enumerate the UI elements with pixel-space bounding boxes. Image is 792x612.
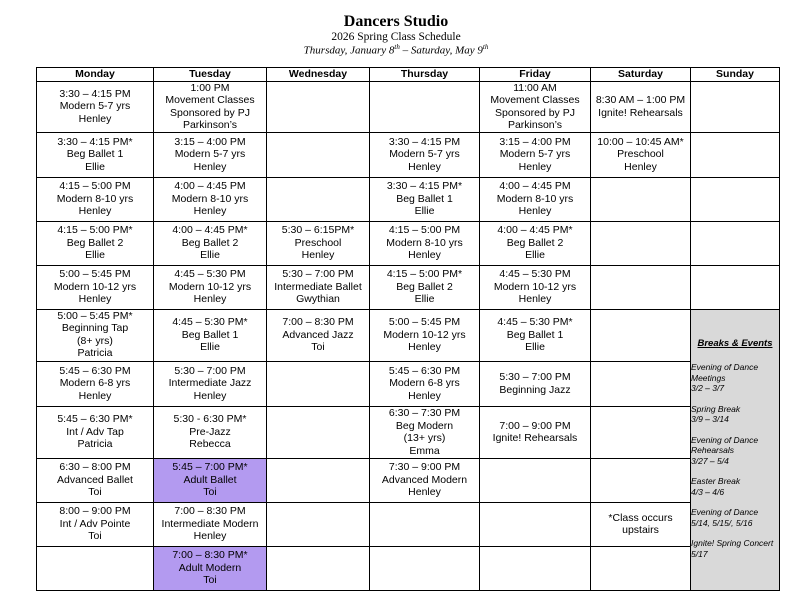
class-cell bbox=[591, 81, 691, 132]
class-cell bbox=[480, 361, 591, 406]
break-event-item bbox=[691, 404, 779, 425]
event-dates: 4/3 – 4/6 bbox=[691, 486, 725, 497]
class-line: 11:00 AM bbox=[513, 81, 557, 94]
class-cell bbox=[480, 406, 591, 458]
class-line: 7:30 – 9:00 PM bbox=[388, 461, 461, 474]
class-line: 5:30 – 6:15PM* bbox=[281, 224, 355, 237]
class-cell bbox=[37, 546, 154, 590]
class-line: Henley bbox=[518, 293, 552, 306]
class-cell bbox=[591, 265, 691, 309]
class-cell bbox=[370, 309, 480, 361]
class-line: 5:30 – 7:00 PM bbox=[499, 371, 571, 383]
day-header-wednesday: Wednesday bbox=[267, 68, 370, 82]
class-cell bbox=[370, 502, 480, 546]
class-line: Modern 6-8 yrs bbox=[59, 377, 131, 390]
class-line: Beg Ballet 2 bbox=[181, 236, 239, 249]
class-line: Modern 5-7 yrs bbox=[59, 100, 131, 113]
table-row bbox=[37, 546, 780, 590]
class-cell bbox=[370, 265, 480, 309]
class-cell bbox=[370, 177, 480, 221]
class-line: Beginning Tap bbox=[61, 322, 129, 334]
class-line: Toi bbox=[311, 341, 325, 354]
class-line: Henley bbox=[193, 160, 227, 173]
class-cell bbox=[37, 502, 154, 546]
event-name: Ignite! Spring Concert bbox=[691, 538, 774, 548]
class-cell bbox=[370, 81, 480, 132]
class-line: 4:45 – 5:30 PM* bbox=[497, 316, 573, 329]
class-line: 5:00 – 5:45 PM bbox=[388, 316, 461, 329]
table-row bbox=[37, 177, 780, 221]
class-cell bbox=[37, 361, 154, 406]
class-line: 4:45 – 5:30 PM bbox=[499, 268, 571, 281]
class-cell bbox=[37, 132, 154, 177]
class-line: *Class occurs bbox=[608, 511, 673, 524]
class-cell bbox=[37, 81, 154, 132]
class-line: Advanced Ballet bbox=[57, 473, 133, 486]
event-dates: 3/27 – 5/4 bbox=[691, 455, 729, 466]
class-line: Ellie bbox=[200, 249, 220, 262]
day-header-monday: Monday bbox=[37, 68, 154, 82]
class-line: 7:00 – 8:30 PM bbox=[282, 316, 354, 329]
class-line: Ignite! Rehearsals bbox=[492, 432, 578, 444]
day-header-tuesday: Tuesday bbox=[154, 68, 267, 82]
class-line: Henley bbox=[624, 160, 657, 173]
class-line: 6:30 – 8:00 PM bbox=[59, 461, 131, 474]
day-header-thursday: Thursday bbox=[370, 68, 480, 82]
class-line: 5:30 – 7:00 PM bbox=[282, 268, 354, 281]
event-name: Easter Break bbox=[691, 476, 741, 486]
class-cell bbox=[267, 458, 370, 502]
class-cell bbox=[370, 361, 480, 406]
class-line: 7:00 – 8:30 PM* bbox=[172, 549, 248, 562]
class-cell bbox=[480, 502, 591, 546]
class-line: Modern 5-7 yrs bbox=[174, 148, 246, 161]
class-line: 4:45 – 5:30 PM* bbox=[172, 316, 248, 329]
class-line: Int / Adv Tap bbox=[66, 425, 124, 438]
class-cell bbox=[370, 458, 480, 502]
break-event-item bbox=[691, 362, 779, 394]
class-line: Ellie bbox=[525, 249, 545, 262]
class-line: Henley bbox=[301, 249, 335, 262]
class-line: Modern 8-10 yrs bbox=[56, 192, 134, 205]
class-line: Toi bbox=[203, 574, 217, 587]
class-line: Beg Ballet 1 bbox=[181, 328, 239, 341]
class-cell bbox=[37, 458, 154, 502]
break-event-item bbox=[691, 538, 779, 559]
day-header-sunday: Sunday bbox=[691, 68, 780, 82]
class-cell bbox=[154, 546, 267, 590]
date-separator: – bbox=[399, 44, 411, 57]
class-cell bbox=[154, 406, 267, 458]
class-line: 3:15 – 4:00 PM bbox=[499, 135, 571, 148]
class-cell bbox=[691, 221, 780, 265]
class-line: 5:45 – 6:30 PM bbox=[59, 364, 131, 377]
breaks-events-title: Breaks & Events bbox=[697, 337, 773, 349]
class-line: Henley bbox=[193, 530, 227, 543]
class-cell bbox=[691, 132, 780, 177]
table-row bbox=[37, 265, 780, 309]
class-cell bbox=[37, 406, 154, 458]
class-line: Movement Classes bbox=[165, 94, 255, 106]
class-cell bbox=[37, 221, 154, 265]
class-cell bbox=[591, 309, 691, 361]
class-cell bbox=[267, 221, 370, 265]
class-cell bbox=[591, 406, 691, 458]
class-cell bbox=[591, 221, 691, 265]
start-date-suffix: th bbox=[394, 43, 400, 51]
class-cell bbox=[37, 265, 154, 309]
class-line: 4:00 – 4:45 PM bbox=[499, 180, 571, 193]
event-name: Evening of Dance Meetings bbox=[691, 362, 759, 383]
class-line: 3:30 – 4:15 PM bbox=[59, 87, 131, 100]
class-line: Henley bbox=[78, 112, 112, 125]
class-line: Ellie bbox=[525, 341, 545, 354]
class-cell bbox=[591, 177, 691, 221]
class-line: Beg Ballet 1 bbox=[66, 148, 124, 161]
table-row bbox=[37, 458, 780, 502]
class-line: Patricia bbox=[77, 438, 113, 451]
class-line: Beg Ballet 1 bbox=[506, 328, 564, 341]
event-name: Evening of Dance Rehearsals bbox=[691, 434, 759, 455]
class-cell bbox=[480, 221, 591, 265]
class-line: 8:00 – 9:00 PM bbox=[59, 505, 131, 518]
class-cell bbox=[267, 265, 370, 309]
table-row bbox=[37, 132, 780, 177]
table-row bbox=[37, 361, 780, 406]
breaks-events-panel bbox=[691, 309, 780, 590]
class-line: Toi bbox=[203, 486, 217, 499]
class-line: Modern 8-10 yrs bbox=[171, 192, 249, 205]
class-line: 3:30 – 4:15 PM* bbox=[386, 180, 463, 193]
class-line: Ellie bbox=[200, 341, 220, 354]
schedule-table bbox=[36, 67, 780, 591]
class-line: 7:00 – 9:00 PM bbox=[499, 419, 571, 432]
class-cell bbox=[691, 177, 780, 221]
class-cell bbox=[154, 309, 267, 361]
end-date-suffix: th bbox=[482, 43, 489, 51]
class-line: upstairs bbox=[622, 524, 659, 536]
class-line: 10:00 – 10:45 AM* bbox=[597, 135, 684, 148]
table-row bbox=[37, 81, 780, 132]
class-cell bbox=[267, 406, 370, 458]
class-line: Pre-Jazz bbox=[189, 425, 231, 438]
class-line: Parkinson’s bbox=[507, 119, 563, 131]
class-line: Ellie bbox=[85, 160, 105, 173]
class-cell bbox=[591, 132, 691, 177]
class-line: 4:15 – 5:00 PM bbox=[59, 180, 131, 193]
class-line: (8+ yrs) bbox=[77, 334, 113, 347]
class-line: 4:00 – 4:45 PM bbox=[174, 180, 246, 193]
end-date: Saturday, May 9 bbox=[410, 44, 483, 57]
class-line: Henley bbox=[193, 293, 227, 306]
class-line: Henley bbox=[408, 160, 441, 173]
class-line: 5:45 – 7:00 PM* bbox=[172, 461, 248, 474]
event-name: Spring Break bbox=[691, 403, 741, 414]
class-line: 5:00 – 5:45 PM bbox=[59, 268, 131, 281]
class-cell bbox=[267, 177, 370, 221]
class-line: Modern 10-12 yrs bbox=[493, 280, 577, 293]
class-line: Modern 10-12 yrs bbox=[383, 328, 466, 341]
class-cell bbox=[370, 132, 480, 177]
class-cell bbox=[591, 361, 691, 406]
class-line: 4:15 – 5:00 PM* bbox=[386, 268, 463, 281]
class-line: Henley bbox=[193, 205, 227, 218]
class-cell bbox=[267, 81, 370, 132]
class-cell bbox=[154, 177, 267, 221]
table-row bbox=[37, 221, 780, 265]
class-line: Modern 10-12 yrs bbox=[168, 280, 252, 293]
class-line: Toi bbox=[88, 486, 102, 499]
class-line: Preschool bbox=[294, 236, 342, 249]
class-cell bbox=[154, 132, 267, 177]
class-cell bbox=[37, 177, 154, 221]
class-cell bbox=[480, 265, 591, 309]
class-line: 3:30 – 4:15 PM* bbox=[57, 135, 133, 148]
class-line: Modern 6-8 yrs bbox=[389, 377, 460, 390]
class-line: Intermediate Ballet bbox=[274, 280, 362, 293]
class-cell bbox=[154, 221, 267, 265]
class-cell bbox=[591, 458, 691, 502]
class-cell bbox=[154, 458, 267, 502]
start-date: Thursday, January 8 bbox=[303, 44, 395, 57]
event-name: Evening of Dance bbox=[691, 507, 759, 517]
class-line: Rebecca bbox=[189, 438, 231, 451]
class-line: 5:30 - 6:30 PM* bbox=[173, 413, 247, 426]
break-event-item bbox=[691, 507, 779, 528]
class-cell bbox=[267, 546, 370, 590]
class-line: Beg Ballet 1 bbox=[396, 192, 453, 205]
class-cell bbox=[154, 502, 267, 546]
class-cell bbox=[154, 265, 267, 309]
class-line: Ellie bbox=[414, 293, 435, 306]
class-line: Gwythian bbox=[296, 293, 340, 306]
class-cell bbox=[480, 81, 591, 132]
class-line: 7:00 – 8:30 PM bbox=[174, 505, 246, 518]
class-line: 4:00 – 4:45 PM* bbox=[172, 224, 248, 237]
class-line: 3:30 – 4:15 PM bbox=[388, 135, 461, 148]
event-dates: 3/2 – 3/7 bbox=[691, 383, 725, 393]
class-line: 5:45 – 6:30 PM* bbox=[57, 413, 133, 426]
class-line: 4:15 – 5:00 PM* bbox=[57, 224, 133, 237]
class-line: Advanced Jazz bbox=[282, 328, 354, 341]
studio-title: Dancers Studio bbox=[343, 13, 449, 30]
class-line: Advanced Modern bbox=[381, 473, 468, 486]
class-line: 5:00 – 5:45 PM* bbox=[57, 309, 133, 322]
class-line: Modern 5-7 yrs bbox=[389, 148, 460, 161]
class-line: 6:30 – 7:30 PM bbox=[388, 407, 461, 419]
event-dates: 5/17 bbox=[691, 548, 708, 559]
class-line: Sponsored by PJ bbox=[495, 106, 575, 119]
table-row bbox=[37, 406, 780, 458]
class-line: Movement Classes bbox=[490, 94, 580, 106]
class-cell bbox=[267, 361, 370, 406]
class-cell bbox=[370, 221, 480, 265]
class-cell bbox=[370, 546, 480, 590]
class-cell bbox=[480, 458, 591, 502]
class-cell bbox=[154, 81, 267, 132]
class-line: Henley bbox=[408, 249, 441, 262]
day-header-row bbox=[37, 68, 780, 82]
class-cell bbox=[267, 502, 370, 546]
class-line: Beg Ballet 2 bbox=[506, 236, 564, 249]
break-event-item bbox=[691, 435, 779, 467]
class-line: Henley bbox=[78, 293, 112, 306]
schedule-date-range bbox=[0, 43, 792, 57]
day-header-friday: Friday bbox=[480, 68, 591, 82]
class-cell bbox=[480, 309, 591, 361]
class-line: Henley bbox=[78, 389, 112, 402]
class-cell bbox=[267, 132, 370, 177]
class-line: (13+ yrs) bbox=[403, 432, 446, 444]
class-line: 1:00 PM bbox=[190, 81, 230, 94]
class-cell bbox=[480, 546, 591, 590]
class-line: Modern 8-10 yrs bbox=[496, 192, 574, 205]
class-line: Beg Ballet 2 bbox=[66, 236, 124, 249]
class-line: Int / Adv Pointe bbox=[59, 517, 131, 530]
break-event-item bbox=[691, 476, 779, 497]
class-line: Sponsored by PJ bbox=[170, 106, 250, 119]
class-cell bbox=[267, 309, 370, 361]
class-line: Ignite! Rehearsals bbox=[598, 106, 683, 119]
class-line: Beginning Jazz bbox=[499, 383, 571, 396]
class-cell bbox=[691, 81, 780, 132]
event-dates: 3/9 – 3/14 bbox=[691, 414, 729, 424]
class-line: 5:45 – 6:30 PM bbox=[388, 364, 461, 377]
schedule-body bbox=[37, 81, 780, 590]
class-line: 4:45 – 5:30 PM bbox=[174, 268, 246, 281]
class-line: Parkinson’s bbox=[182, 119, 238, 131]
class-line: Patricia bbox=[77, 347, 113, 359]
class-line: Modern 8-10 yrs bbox=[386, 236, 463, 249]
day-header-saturday: Saturday bbox=[591, 68, 691, 82]
class-line: Modern 10-12 yrs bbox=[53, 280, 137, 293]
class-line: Modern 5-7 yrs bbox=[499, 148, 571, 161]
class-line: Toi bbox=[88, 530, 102, 543]
class-cell bbox=[591, 546, 691, 590]
class-line: Henley bbox=[408, 341, 441, 354]
class-line: Beg Ballet 2 bbox=[396, 280, 453, 293]
class-cell bbox=[154, 361, 267, 406]
table-row bbox=[37, 309, 780, 361]
class-cell bbox=[691, 265, 780, 309]
class-line: 8:30 AM – 1:00 PM bbox=[595, 94, 686, 106]
class-cell bbox=[591, 502, 691, 546]
class-line: Henley bbox=[193, 389, 227, 402]
class-line: Intermediate Jazz bbox=[168, 377, 252, 390]
class-line: Intermediate Modern bbox=[161, 517, 259, 530]
class-line: Henley bbox=[78, 205, 112, 218]
class-line: Adult Ballet bbox=[183, 473, 237, 486]
class-line: 4:15 – 5:00 PM bbox=[388, 224, 461, 237]
class-line: 4:00 – 4:45 PM* bbox=[497, 224, 573, 237]
class-line: 5:30 – 7:00 PM bbox=[174, 364, 246, 377]
class-line: Emma bbox=[409, 444, 440, 457]
class-cell bbox=[480, 177, 591, 221]
class-cell bbox=[480, 132, 591, 177]
class-line: Henley bbox=[408, 389, 441, 402]
class-line: Henley bbox=[408, 486, 441, 499]
event-dates: 5/14, 5/15/, 5/16 bbox=[691, 517, 753, 528]
class-cell bbox=[37, 309, 154, 361]
class-line: Beg Modern bbox=[395, 419, 454, 432]
class-line: Ellie bbox=[85, 249, 105, 262]
table-row bbox=[37, 502, 780, 546]
class-cell bbox=[370, 406, 480, 458]
class-line: 3:15 – 4:00 PM bbox=[174, 135, 246, 148]
class-line: Preschool bbox=[617, 148, 664, 161]
class-line: Ellie bbox=[414, 205, 435, 218]
class-line: Henley bbox=[518, 205, 552, 218]
schedule-subtitle: 2026 Spring Class Schedule bbox=[331, 31, 461, 43]
class-line: Adult Modern bbox=[178, 561, 242, 574]
class-line: Henley bbox=[518, 160, 552, 173]
